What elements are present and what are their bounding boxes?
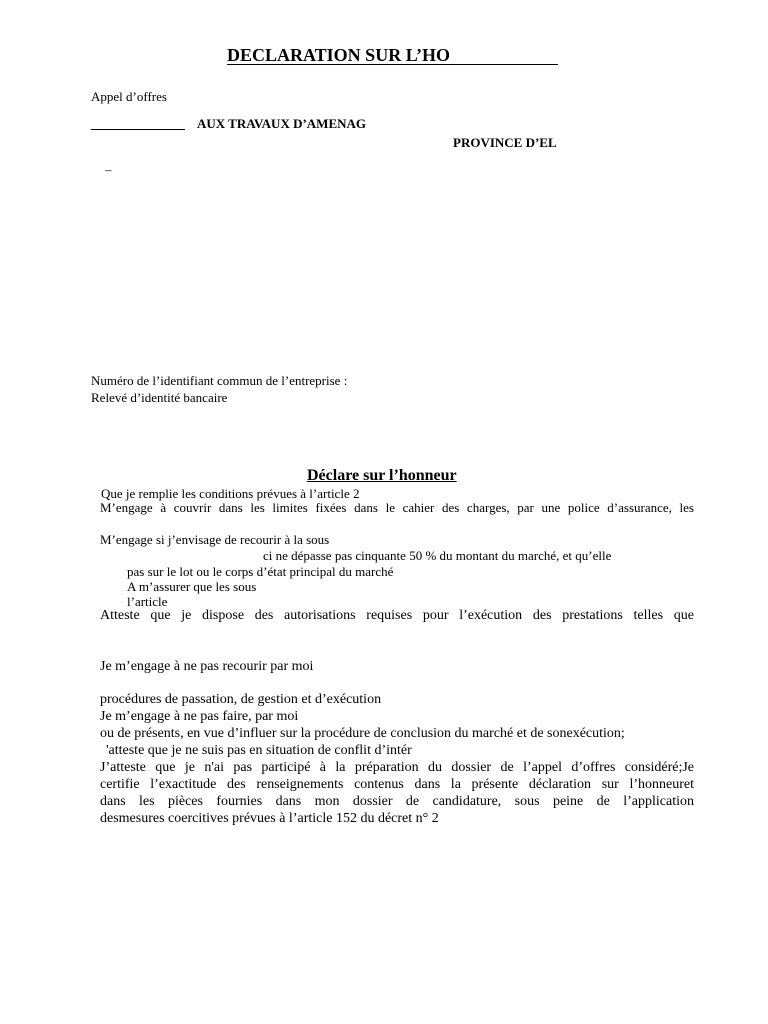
- line-faire: Je m’engage à ne pas faire, par moi: [100, 709, 299, 724]
- line-mesures: desmesures coercitives prévues à l’article 152 du décret n° 2: [100, 811, 439, 826]
- line-lot: pas sur le lot ou le corps d’état principal du marché: [127, 564, 394, 579]
- province-label: PROVINCE D’EL: [453, 135, 557, 150]
- line-cinquante: ci ne dépasse pas cinquante 50 % du montant du marché, et qu’elle: [263, 548, 612, 563]
- appel-label: Appel d’offres: [91, 89, 167, 104]
- line-exactitude: certifie l’exactitude des renseignements contenus dans la présente déclaration sur l’honneuret: [100, 777, 694, 792]
- line-sous-traitance: M’engage si j’envisage de recourir à la sous: [100, 532, 330, 547]
- line-article: l’article: [127, 594, 168, 609]
- document-title: DECLARATION SUR L’HO: [227, 45, 451, 65]
- travaux-label: AUX TRAVAUX D’AMENAG: [197, 116, 367, 131]
- title-underline: [227, 64, 558, 65]
- line-procedures: procédures de passation, de gestion et d’exécution: [100, 692, 382, 707]
- identifiant-label: Numéro de l’identifiant commun de l’entreprise :: [91, 373, 348, 388]
- line-autorisations: Atteste que je dispose des autorisations requises pour l’exécution des prestations telles que: [100, 608, 694, 623]
- line-recourir: Je m’engage à ne pas recourir par moi: [100, 659, 314, 674]
- line-conditions: Que je remplie les conditions prévues à l’article 2: [101, 486, 360, 501]
- dash-mark: –: [105, 162, 112, 177]
- line-preparation: J’atteste que je n'ai pas participé à la préparation du dossier de l’appel d’offres considéré;Je: [100, 760, 694, 775]
- declare-heading: Déclare sur l’honneur: [307, 467, 457, 484]
- line-pieces: dans les pièces fournies dans mon dossier de candidature, sous peine de l’application: [100, 794, 694, 809]
- blank-line: [91, 129, 185, 130]
- line-assurer: A m’assurer que les sous: [127, 579, 257, 594]
- line-assurance: M’engage à couvrir dans les limites fixées dans le cahier des charges, par une police d’assurance, les: [100, 500, 694, 515]
- line-conflit: 'atteste que je ne suis pas en situation de conflit d’intér: [106, 743, 412, 758]
- rib-label: Relevé d’identité bancaire: [91, 390, 228, 405]
- line-presents: ou de présents, en vue d’influer sur la procédure de conclusion du marché et de sonexécution;: [100, 726, 625, 741]
